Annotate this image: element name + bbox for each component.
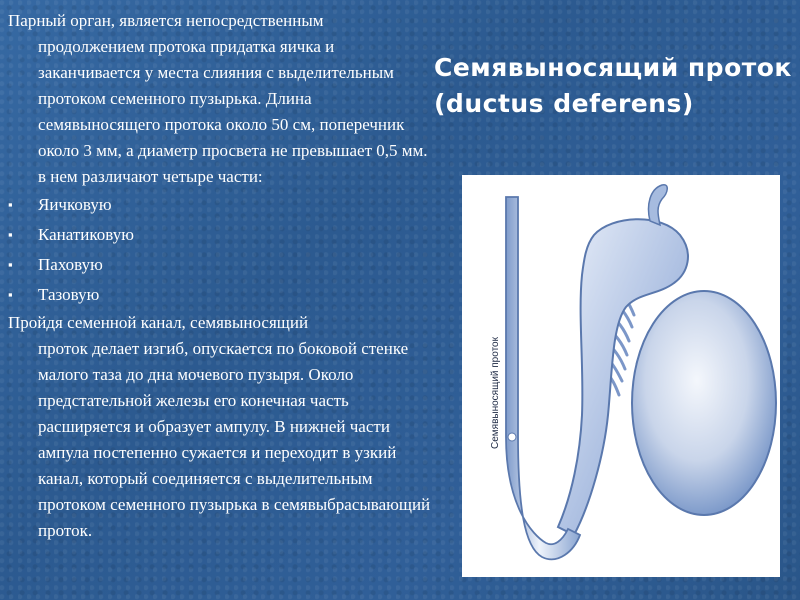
list-item: ▪ Канатиковую [8, 220, 434, 250]
slide-title: Семявыносящий проток (ductus deferens) [434, 53, 792, 118]
square-bullet-icon: ▪ [8, 197, 13, 212]
list-item: ▪ Паховую [8, 250, 434, 280]
body-text [8, 8, 434, 544]
list-item: ▪ Яичковую [8, 190, 434, 220]
duct-marker [508, 433, 516, 441]
intro-rest: продолжением протока придатка яичка и заканчивается у места слияния с выделительным протоком семенного пузырька. Длина семявыносящего протока около 50 см, поперечник около 3 мм, а диаметр просвета не превышает 0,5 мм. в нем различают четыре части: [38, 37, 428, 186]
intro-paragraph [8, 8, 434, 190]
ductus-deferens-illustration [462, 175, 780, 577]
outro-rest: проток делает изгиб, опускается по боковой стенке малого таза до дна мочевого пузыря. Около предстательной железы его конечная часть расширяется и образует ампулу. В нижней части ампула постепенно сужается и переходит в узкий канал, который соединяется с выделительным протоком семенного пузырька в семявыбрасывающий проток. [38, 339, 431, 540]
square-bullet-icon: ▪ [8, 257, 13, 272]
parts-list [8, 190, 434, 310]
square-bullet-icon: ▪ [8, 227, 13, 242]
square-bullet-icon: ▪ [8, 287, 13, 302]
outro-paragraph [8, 310, 434, 544]
figure-label: Семявыносящий проток [490, 337, 501, 449]
anatomy-figure [462, 175, 780, 577]
outro-first-line: Пройдя семенной канал, семявыносящий [8, 313, 309, 332]
intro-first-line: Парный орган, является непосредственным [8, 11, 324, 30]
appendix-shape [649, 185, 668, 225]
list-item: ▪ Тазовую [8, 280, 434, 310]
testis-shape [632, 291, 776, 515]
